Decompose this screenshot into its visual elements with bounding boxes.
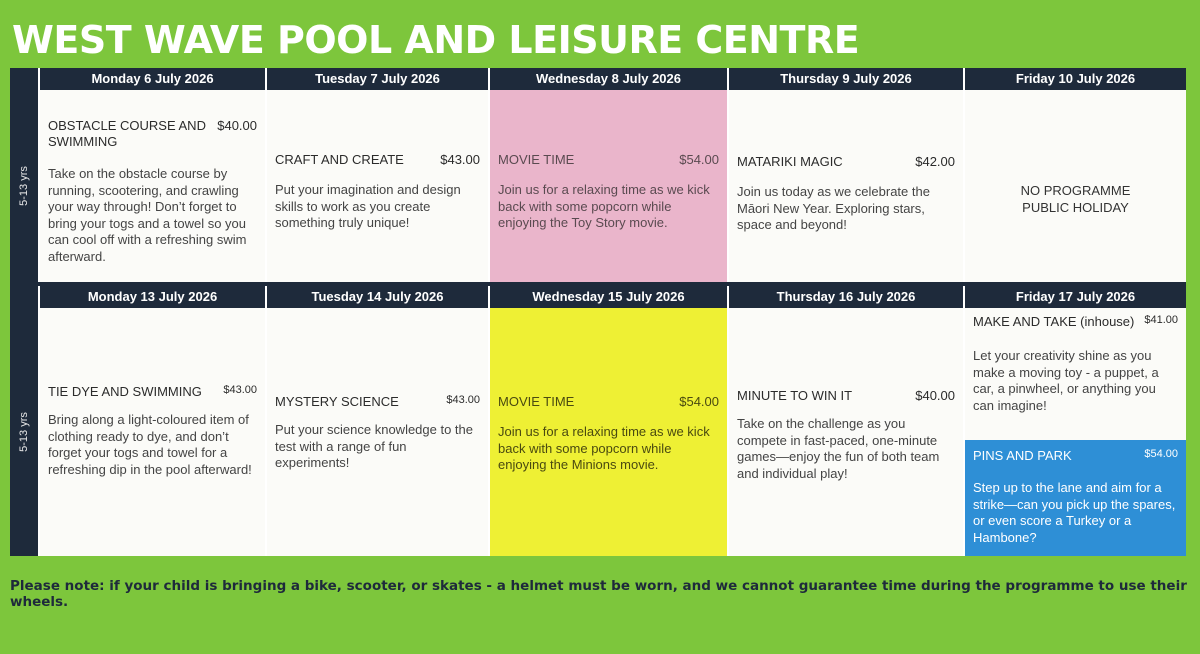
activity-cell — [488, 308, 727, 556]
activity-cell — [727, 90, 963, 282]
page-title: WEST WAVE POOL AND LEISURE CENTRE — [12, 18, 860, 62]
activity-cell-pins-and-park — [965, 440, 1186, 556]
day-column — [963, 68, 1186, 282]
no-programme-label: NO PROGRAMME — [1020, 183, 1131, 198]
day-header: Monday 13 July 2026 — [38, 286, 265, 308]
activity-description: Step up to the lane and aim for a strike—can you pick up the spares, or even score a Turkey or a Hambone? — [973, 480, 1176, 545]
split-activity-cell — [963, 308, 1186, 556]
activity-cell — [265, 308, 488, 556]
corner-cell — [10, 286, 38, 308]
week-2 — [10, 286, 1186, 556]
activity-name: TIE DYE AND SWIMMING — [48, 384, 202, 399]
day-column — [727, 286, 963, 556]
activity-name: MINUTE TO WIN IT — [737, 388, 853, 403]
activity-name: MAKE AND TAKE (inhouse) — [973, 314, 1135, 329]
activity-description: Join us for a relaxing time as we kick back with some popcorn while enjoying the Minions movie. — [498, 424, 710, 472]
day-header: Thursday 16 July 2026 — [727, 286, 963, 308]
timetable-grid — [10, 68, 1186, 556]
activity-description: Join us today as we celebrate the Māori New Year. Exploring stars, space and beyond! — [737, 184, 930, 232]
day-column — [488, 286, 727, 556]
activity-name: MOVIE TIME — [498, 152, 575, 167]
day-column — [265, 286, 488, 556]
age-label-week-1: 5-13 yrs — [10, 90, 38, 282]
day-header: Wednesday 15 July 2026 — [488, 286, 727, 308]
day-column — [488, 68, 727, 282]
activity-cell — [38, 308, 265, 556]
activity-description: Put your science knowledge to the test with a range of fun experiments! — [275, 422, 474, 470]
activity-name: OBSTACLE COURSE AND SWIMMING — [48, 118, 206, 149]
activity-price: $54.00 — [1144, 448, 1178, 460]
day-header: Monday 6 July 2026 — [38, 68, 265, 90]
activity-cell — [727, 308, 963, 556]
activity-price: $54.00 — [679, 152, 719, 167]
activity-price: $43.00 — [440, 152, 480, 167]
activity-price: $42.00 — [915, 154, 955, 169]
activity-description: Bring along a light-coloured item of clothing ready to dye, and don’t forget your togs and towel for a refreshing dip in the pool afterward! — [48, 412, 252, 477]
activity-description: Take on the obstacle course by running, scootering, and crawling your way through! Don’t forget to bring your togs and a towel so you can cool off with a refreshing swim afterward. — [48, 166, 247, 264]
activity-cell — [38, 90, 265, 282]
public-holiday-label: PUBLIC HOLIDAY — [1022, 200, 1129, 215]
activity-price: $40.00 — [915, 388, 955, 403]
helmet-notice: Please note: if your child is bringing a bike, scooter, or skates - a helmet must be worn, and we cannot guarantee time during the programme to use their wheels. — [10, 578, 1187, 610]
activity-price: $43.00 — [446, 394, 480, 406]
corner-cell — [10, 68, 38, 90]
activity-description: Put your imagination and design skills to work as you create something truly unique! — [275, 182, 461, 230]
activity-price: $43.00 — [223, 384, 257, 396]
age-label-week-2: 5-13 yrs — [10, 308, 38, 556]
day-header: Friday 10 July 2026 — [963, 68, 1186, 90]
activity-cell — [488, 90, 727, 282]
activity-cell — [265, 90, 488, 282]
activity-description: Join us for a relaxing time as we kick back with some popcorn while enjoying the Toy Story movie. — [498, 182, 710, 230]
activity-name: MATARIKI MAGIC — [737, 154, 843, 169]
day-header: Friday 17 July 2026 — [963, 286, 1186, 308]
day-column — [727, 68, 963, 282]
activity-description: Take on the challenge as you compete in fast-paced, one-minute games—enjoy the fun of both team and individual play! — [737, 416, 940, 481]
activity-name: MOVIE TIME — [498, 394, 575, 409]
activity-price: $41.00 — [1144, 314, 1178, 326]
day-column — [38, 286, 265, 556]
activity-name: MYSTERY SCIENCE — [275, 394, 399, 409]
activity-cell — [963, 90, 1186, 282]
day-column — [265, 68, 488, 282]
activity-name: PINS AND PARK — [973, 448, 1072, 463]
activity-cell-make-and-take — [965, 308, 1186, 440]
activity-price: $54.00 — [679, 394, 719, 409]
day-header: Wednesday 8 July 2026 — [488, 68, 727, 90]
activity-price: $40.00 — [217, 118, 257, 133]
activity-description: Let your creativity shine as you make a moving toy - a puppet, a car, a pinwheel, or anything you can imagine! — [973, 348, 1159, 413]
day-column — [38, 68, 265, 282]
activity-name: CRAFT AND CREATE — [275, 152, 404, 167]
week-1 — [10, 68, 1186, 282]
day-header: Thursday 9 July 2026 — [727, 68, 963, 90]
day-column — [963, 286, 1186, 556]
day-header: Tuesday 14 July 2026 — [265, 286, 488, 308]
day-header: Tuesday 7 July 2026 — [265, 68, 488, 90]
